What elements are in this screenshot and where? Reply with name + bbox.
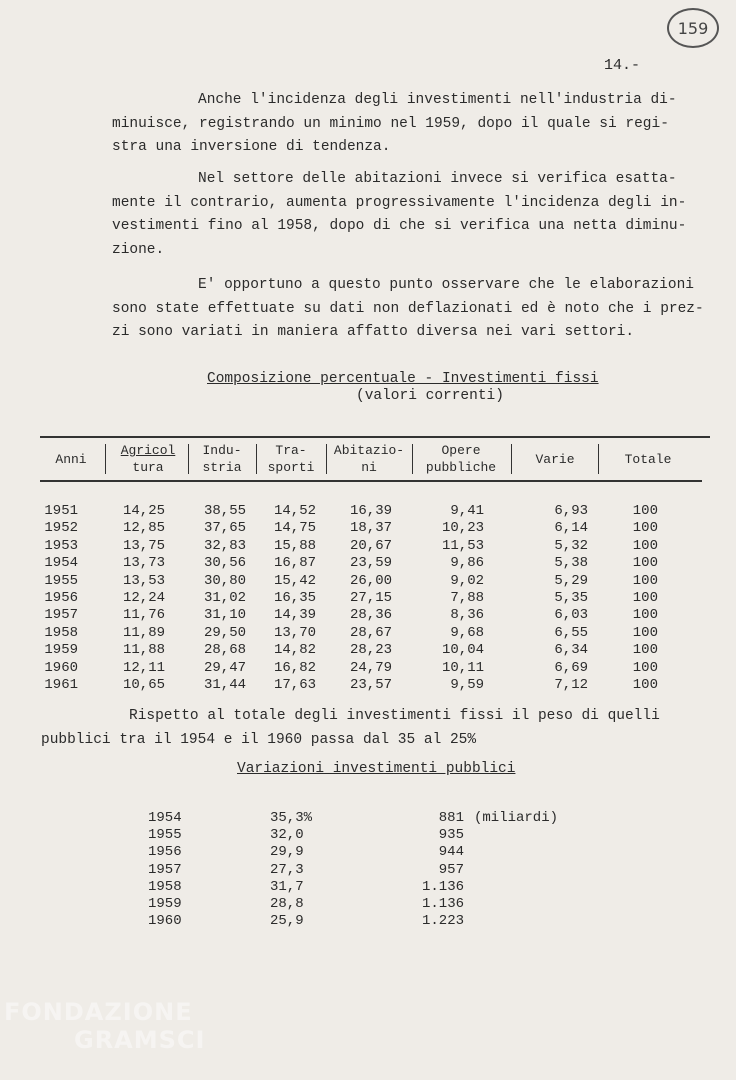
cell-anno: 1958 xyxy=(148,878,182,895)
cell-abitazioni: 23,59 xyxy=(349,555,392,572)
cell-percentuale: 35,3% xyxy=(270,810,313,826)
cell-trasporti: 17,63 xyxy=(273,677,316,693)
watermark-line: GRAMSCI xyxy=(74,1026,206,1054)
cell-anno: 1953 xyxy=(44,537,78,554)
cell-totale: 100 xyxy=(632,624,658,641)
header-industria xyxy=(190,442,254,476)
paragraph-line: E' opportuno a questo punto osservare che le elaborazioni xyxy=(198,277,694,293)
cell-opere-pubbliche: 10,11 xyxy=(441,659,484,676)
cell-trasporti: 14,75 xyxy=(273,520,316,537)
table1-top-rule xyxy=(40,436,710,438)
cell-trasporti: 14,52 xyxy=(273,503,316,519)
cell-industria: 31,44 xyxy=(203,677,246,693)
page-reference-stamp: 159 xyxy=(667,8,719,48)
cell-valore: 944 xyxy=(438,844,464,861)
cell-percentuale: 29,9 xyxy=(270,844,304,861)
paragraph-line: mente il contrario, aumenta progressivamente l'incidenza degli in- xyxy=(112,194,687,211)
cell-trasporti: 16,82 xyxy=(273,659,316,676)
cell-opere-pubbliche: 7,88 xyxy=(450,590,484,606)
cell-anno: 1961 xyxy=(44,677,78,693)
cell-agricoltura: 11,88 xyxy=(122,642,165,659)
cell-anno: 1954 xyxy=(44,555,78,572)
cell-industria: 37,65 xyxy=(203,520,246,537)
cell-trasporti: 15,42 xyxy=(273,572,316,589)
column-divider xyxy=(105,444,106,474)
cell-agricoltura: 12,85 xyxy=(122,520,165,537)
cell-industria: 30,56 xyxy=(203,555,246,572)
cell-agricoltura: 13,73 xyxy=(122,555,165,572)
cell-varie: 6,55 xyxy=(554,624,588,641)
header-totale xyxy=(600,451,696,468)
header-line: stria xyxy=(202,460,242,475)
cell-anno: 1955 xyxy=(148,827,182,844)
unit-label: (miliardi) xyxy=(474,810,559,826)
cell-totale: 100 xyxy=(632,677,658,693)
cell-varie: 6,14 xyxy=(554,520,588,537)
cell-opere-pubbliche: 9,41 xyxy=(450,503,484,519)
cell-agricoltura: 13,53 xyxy=(122,572,165,589)
header-line: Varie xyxy=(535,452,575,467)
cell-trasporti: 13,70 xyxy=(273,624,316,641)
cell-industria: 29,50 xyxy=(203,624,246,641)
cell-percentuale: 25,9 xyxy=(270,913,304,930)
cell-varie: 6,93 xyxy=(554,503,588,519)
table1-title: Composizione percentuale - Investimenti fissi xyxy=(207,371,599,387)
column-divider xyxy=(188,444,189,474)
cell-valore: 881 xyxy=(438,810,464,826)
table1-subtitle: (valori correnti) xyxy=(356,388,504,404)
cell-abitazioni: 27,15 xyxy=(349,590,392,606)
paragraph-1 xyxy=(112,89,677,160)
watermark-line: FONDAZIONE xyxy=(4,998,193,1026)
cell-abitazioni: 20,67 xyxy=(349,537,392,554)
header-line: Agricol xyxy=(120,443,176,458)
cell-totale: 100 xyxy=(632,590,658,606)
page-number: 14.- xyxy=(604,57,641,74)
cell-totale: 100 xyxy=(632,503,658,519)
cell-anno: 1956 xyxy=(148,844,182,861)
header-line: tura xyxy=(132,460,164,475)
cell-percentuale: 31,7 xyxy=(270,878,304,895)
cell-varie: 5,32 xyxy=(554,537,588,554)
cell-valore: 957 xyxy=(438,861,464,878)
cell-valore: 1.136 xyxy=(421,878,464,895)
cell-agricoltura: 12,11 xyxy=(122,659,165,676)
cell-trasporti: 16,87 xyxy=(273,555,316,572)
cell-totale: 100 xyxy=(632,607,658,624)
note-paragraph xyxy=(41,705,660,752)
paragraph-line: sono state effettuate su dati non deflazionati ed è noto che i prez- xyxy=(112,300,704,317)
cell-agricoltura: 12,24 xyxy=(122,590,165,606)
paragraph-line: stra una inversione di tendenza. xyxy=(112,139,391,155)
cell-abitazioni: 16,39 xyxy=(349,503,392,519)
cell-abitazioni: 23,57 xyxy=(349,677,392,693)
header-abitazioni xyxy=(326,442,412,476)
header-line: Anni xyxy=(55,452,87,467)
header-trasporti xyxy=(258,442,324,476)
cell-industria: 28,68 xyxy=(203,642,246,659)
cell-percentuale: 28,8 xyxy=(270,896,304,912)
table1-header-rule xyxy=(40,480,702,482)
header-line: ni xyxy=(361,460,377,475)
cell-abitazioni: 28,23 xyxy=(349,642,392,659)
header-line: Abitazio- xyxy=(333,443,405,458)
cell-valore: 935 xyxy=(438,827,464,844)
cell-industria: 29,47 xyxy=(203,659,246,676)
cell-abitazioni: 26,00 xyxy=(349,572,392,589)
cell-agricoltura: 13,75 xyxy=(122,537,165,554)
cell-opere-pubbliche: 10,23 xyxy=(441,520,484,537)
cell-trasporti: 16,35 xyxy=(273,590,316,606)
cell-opere-pubbliche: 11,53 xyxy=(441,537,484,554)
cell-valore: 1.136 xyxy=(421,896,464,912)
cell-opere-pubbliche: 8,36 xyxy=(450,607,484,624)
cell-trasporti: 14,82 xyxy=(273,642,316,659)
cell-varie: 5,35 xyxy=(554,590,588,606)
cell-opere-pubbliche: 9,68 xyxy=(450,624,484,641)
header-line: Totale xyxy=(624,452,672,467)
cell-varie: 6,34 xyxy=(554,642,588,659)
paragraph-line: minuisce, registrando un minimo nel 1959, dopo il quale si regi- xyxy=(112,115,669,132)
cell-totale: 100 xyxy=(632,659,658,676)
cell-anno: 1959 xyxy=(148,896,182,912)
cell-percentuale: 27,3 xyxy=(270,861,304,878)
cell-anno: 1951 xyxy=(44,503,78,519)
cell-industria: 30,80 xyxy=(203,572,246,589)
paragraph-line: Nel settore delle abitazioni invece si verifica esatta- xyxy=(198,171,677,187)
watermark xyxy=(4,998,205,1054)
header-line: Tra- xyxy=(275,443,307,458)
cell-totale: 100 xyxy=(632,642,658,659)
cell-varie: 6,03 xyxy=(554,607,588,624)
header-varie xyxy=(512,451,598,468)
cell-totale: 100 xyxy=(632,572,658,589)
cell-anno: 1957 xyxy=(148,861,182,878)
cell-valore: 1.223 xyxy=(421,913,464,930)
cell-trasporti: 14,39 xyxy=(273,607,316,624)
cell-totale: 100 xyxy=(632,537,658,554)
cell-industria: 31,10 xyxy=(203,607,246,624)
cell-anno: 1952 xyxy=(44,520,78,537)
cell-totale: 100 xyxy=(632,555,658,572)
cell-varie: 5,38 xyxy=(554,555,588,572)
paragraph-line: zi sono variati in maniera affatto diversa nei vari settori. xyxy=(112,324,635,340)
cell-agricoltura: 11,76 xyxy=(122,607,165,624)
cell-opere-pubbliche: 9,59 xyxy=(450,677,484,693)
cell-totale: 100 xyxy=(632,520,658,537)
cell-industria: 32,83 xyxy=(203,537,246,554)
note-line: Rispetto al totale degli investimenti fissi il peso di quelli xyxy=(129,708,660,724)
paragraph-line: vestimenti fino al 1958, dopo di che si verifica una netta diminu- xyxy=(112,218,687,234)
cell-anno: 1955 xyxy=(44,572,78,589)
cell-anno: 1960 xyxy=(148,913,182,930)
cell-agricoltura: 14,25 xyxy=(122,503,165,519)
column-divider xyxy=(256,444,257,474)
paragraph-3 xyxy=(112,274,704,345)
cell-percentuale: 32,0 xyxy=(270,827,304,844)
header-anni xyxy=(40,451,102,468)
table2-title: Variazioni investimenti pubblici xyxy=(237,761,516,777)
cell-abitazioni: 18,37 xyxy=(349,520,392,537)
cell-anno: 1960 xyxy=(44,659,78,676)
cell-opere-pubbliche: 9,86 xyxy=(450,555,484,572)
cell-varie: 5,29 xyxy=(554,572,588,589)
paragraph-2 xyxy=(112,168,686,262)
cell-abitazioni: 28,67 xyxy=(349,624,392,641)
cell-industria: 31,02 xyxy=(203,590,246,606)
header-line: sporti xyxy=(267,460,315,475)
cell-varie: 6,69 xyxy=(554,659,588,676)
cell-anno: 1954 xyxy=(148,810,182,826)
cell-anno: 1956 xyxy=(44,590,78,606)
cell-abitazioni: 24,79 xyxy=(349,659,392,676)
cell-opere-pubbliche: 9,02 xyxy=(450,572,484,589)
cell-varie: 7,12 xyxy=(554,677,588,693)
header-line: Opere xyxy=(441,443,481,458)
paragraph-line: Anche l'incidenza degli investimenti nell'industria di- xyxy=(198,92,677,108)
cell-opere-pubbliche: 10,04 xyxy=(441,642,484,659)
header-agricoltura xyxy=(108,442,188,476)
paragraph-line: zione. xyxy=(112,241,165,258)
cell-agricoltura: 10,65 xyxy=(122,677,165,693)
cell-anno: 1959 xyxy=(44,642,78,659)
header-line: Indu- xyxy=(202,443,242,458)
cell-anno: 1958 xyxy=(44,624,78,641)
header-line: pubbliche xyxy=(425,460,497,475)
cell-industria: 38,55 xyxy=(203,503,246,519)
cell-abitazioni: 28,36 xyxy=(349,607,392,624)
cell-trasporti: 15,88 xyxy=(273,537,316,554)
cell-agricoltura: 11,89 xyxy=(122,624,165,641)
cell-anno: 1957 xyxy=(44,607,78,624)
note-line: pubblici tra il 1954 e il 1960 passa dal 35 al 25% xyxy=(41,731,477,748)
header-opere-pubbliche xyxy=(413,442,509,476)
column-divider xyxy=(598,444,599,474)
